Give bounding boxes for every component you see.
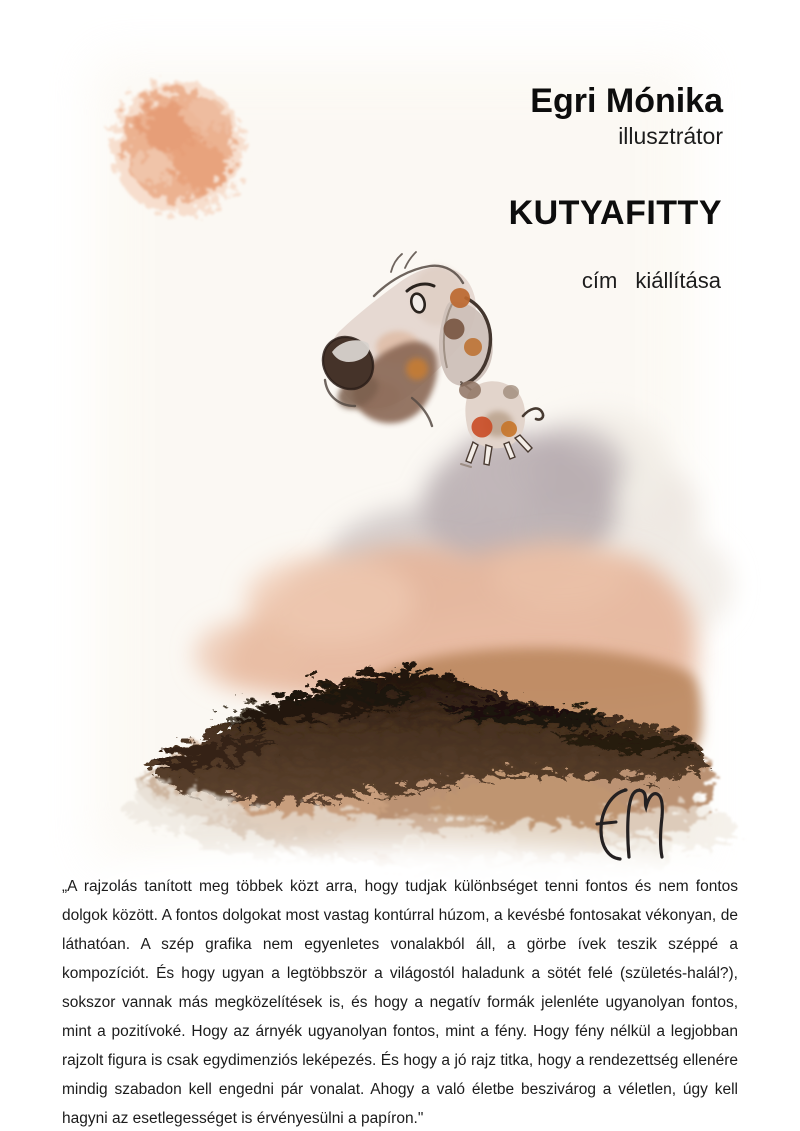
dog-body-red-spot bbox=[472, 417, 493, 438]
signature-e-crossbar bbox=[597, 822, 616, 824]
artist-quote: „A rajzolás tanított meg többek közt arra, hogy tudjak különbséget tenni fontos és nem fontos dolgok között. A fontos dolgokat most vastag kontúrral húzom, a kevésbé fontosakat vékonyan, de láthatóan. A szép grafika nem egyenletes vonalakból áll, a görbe ívek teszik széppé a kompozíciót. És hogy ugyan a legtöbbször a világostól haladunk a sötét felé (születés-halál?), sokszor vannak más megközelítések is, és hogy a negatív formák jelenléte ugyanolyan fontos, mint a pozitívoké. Hogy az árnyék ugyanolyan fontos, mint a fény. Hogy fény nélkül a legjobban rajzolt figura is csak egydimenziós leképezés. És hogy a jó rajz titka, hogy a rendezettség ellenére mindig szabadon kell engedni pár vonalat. Ahogy a való életbe beszivárog a véletlen, úgy kell hagyni az esetlegességet is érvényesülni a papíron." bbox=[62, 878, 738, 1127]
pompom-blot bbox=[112, 80, 244, 216]
artist-name: Egri Mónika bbox=[530, 82, 723, 120]
artist-role: illusztrátor bbox=[618, 123, 723, 149]
exhibition-subtitle: cím kiállítása bbox=[581, 268, 721, 293]
dog-body-orange-spot bbox=[501, 421, 517, 437]
exhibition-title: KUTYAFITTY bbox=[508, 194, 722, 232]
